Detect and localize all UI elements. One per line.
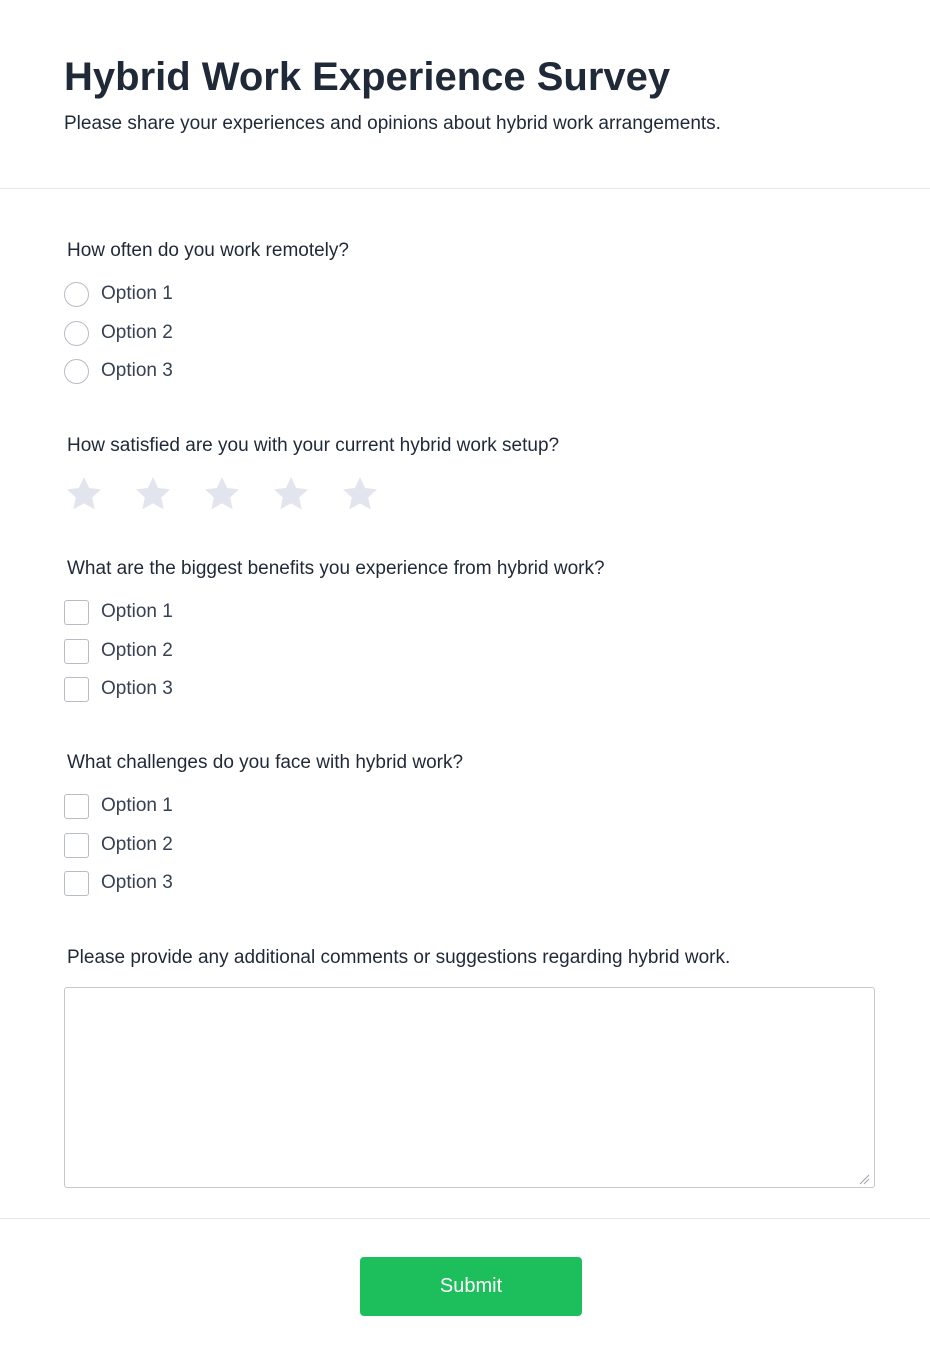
question-benefits: What are the biggest benefits you experience from hybrid work? bbox=[67, 558, 605, 579]
radio-button[interactable] bbox=[64, 359, 89, 384]
radio-option-1[interactable] bbox=[64, 281, 173, 307]
question-comments: Please provide any additional comments or suggestions regarding hybrid work. bbox=[67, 947, 731, 968]
radio-option-label: Option 3 bbox=[101, 360, 173, 381]
checkbox[interactable] bbox=[64, 833, 89, 858]
survey-header bbox=[0, 0, 930, 189]
checkbox[interactable] bbox=[64, 600, 89, 625]
checkbox-label: Option 1 bbox=[101, 601, 173, 622]
star-icon[interactable] bbox=[202, 474, 242, 514]
star-rating bbox=[64, 474, 409, 514]
radio-option-2[interactable] bbox=[64, 320, 173, 346]
radio-option-label: Option 1 bbox=[101, 283, 173, 304]
radio-button[interactable] bbox=[64, 282, 89, 307]
question-challenges: What challenges do you face with hybrid work? bbox=[67, 752, 464, 773]
star-icon[interactable] bbox=[271, 474, 311, 514]
benefits-option-1[interactable] bbox=[64, 599, 173, 625]
question-satisfaction: How satisfied are you with your current hybrid work setup? bbox=[67, 435, 560, 456]
submit-button[interactable]: Submit bbox=[360, 1257, 582, 1316]
checkbox[interactable] bbox=[64, 871, 89, 896]
challenges-option-2[interactable] bbox=[64, 832, 173, 858]
star-icon[interactable] bbox=[340, 474, 380, 514]
survey-body bbox=[0, 189, 930, 1219]
benefits-option-2[interactable] bbox=[64, 638, 173, 664]
checkbox-label: Option 1 bbox=[101, 795, 173, 816]
checkbox-label: Option 3 bbox=[101, 872, 173, 893]
checkbox[interactable] bbox=[64, 794, 89, 819]
star-icon[interactable] bbox=[64, 474, 104, 514]
question-remote-frequency: How often do you work remotely? bbox=[67, 240, 349, 261]
page-subtitle: Please share your experiences and opinions about hybrid work arrangements. bbox=[64, 113, 721, 134]
page-title: Hybrid Work Experience Survey bbox=[64, 55, 671, 99]
checkbox-label: Option 2 bbox=[101, 834, 173, 855]
checkbox[interactable] bbox=[64, 677, 89, 702]
benefits-option-3[interactable] bbox=[64, 676, 173, 702]
resize-handle-icon[interactable] bbox=[858, 1173, 870, 1185]
challenges-option-3[interactable] bbox=[64, 870, 173, 896]
radio-option-label: Option 2 bbox=[101, 322, 173, 343]
star-icon[interactable] bbox=[133, 474, 173, 514]
checkbox[interactable] bbox=[64, 639, 89, 664]
checkbox-label: Option 2 bbox=[101, 640, 173, 661]
survey-footer bbox=[0, 1218, 930, 1365]
comments-textarea[interactable] bbox=[64, 987, 875, 1188]
radio-option-3[interactable] bbox=[64, 358, 173, 384]
challenges-option-1[interactable] bbox=[64, 793, 173, 819]
radio-button[interactable] bbox=[64, 321, 89, 346]
checkbox-label: Option 3 bbox=[101, 678, 173, 699]
